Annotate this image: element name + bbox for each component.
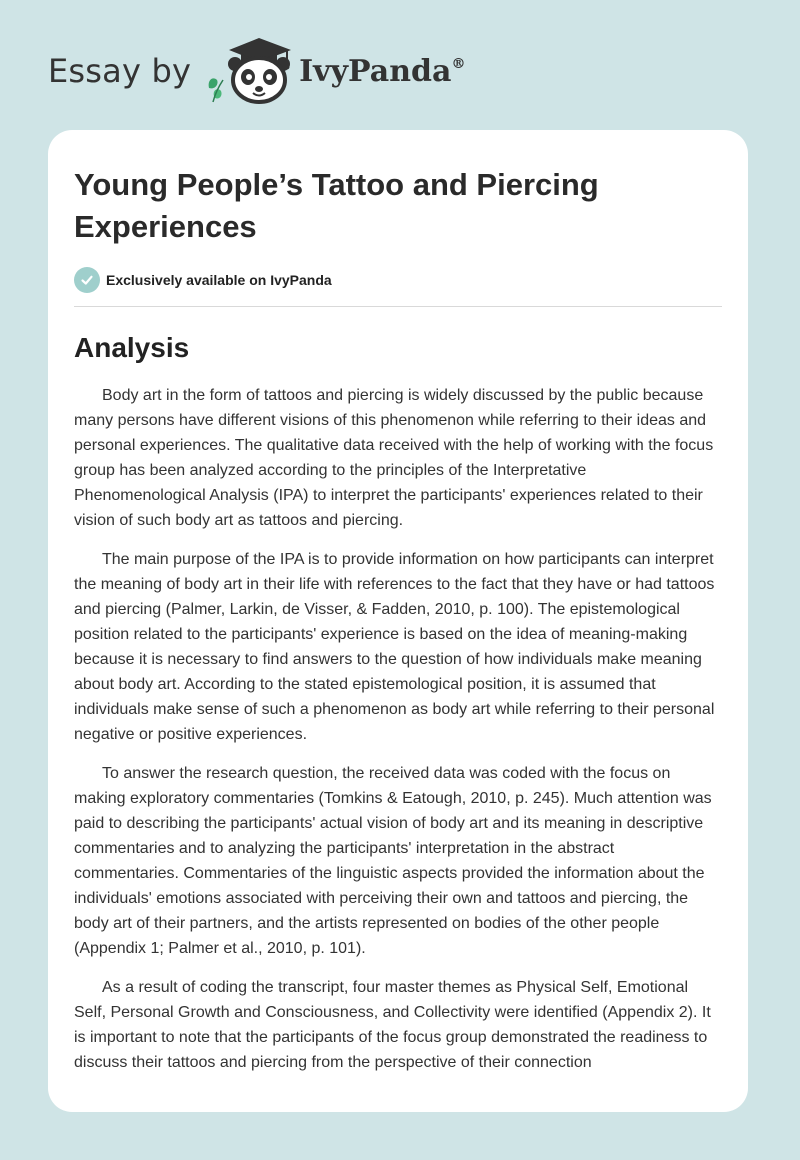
brand-prefix: Essay by <box>48 52 192 90</box>
registered-mark: ® <box>451 55 466 72</box>
ivy-leaf-icon <box>209 78 223 102</box>
article-body <box>74 383 722 1075</box>
article-card <box>48 130 748 1112</box>
exclusive-badge <box>74 266 722 294</box>
paragraph: To answer the research question, the received data was coded with the focus on making exploratory commentaries (Tomkins & Eatough, 2010, p. 245). Much attention was paid to describing the participants' actual vision of body art and its meaning in descriptive commentaries and to analyzing the participants' interpretation in the abstract commentaries. Commentaries of the linguistic aspects provided the information about the individuals' emotions associated with perceiving their own and tattoos and piercing, the body art of their partners, and the artists represented on bodies of the other people (Appendix 1; Palmer et al., 2010, p. 101). <box>74 765 712 957</box>
brand-header <box>48 36 465 106</box>
divider <box>74 306 722 307</box>
paragraph: As a result of coding the transcript, four master themes as Physical Self, Emotional Self, Personal Growth and Consciousness, and Collectivity were identified (Appendix 2). It is important to note that the participants of the focus group demonstrated the readiness to discuss their tattoos and piercing from the perspective of their connection <box>74 979 711 1071</box>
check-circle-icon <box>74 267 100 293</box>
paragraph: Body art in the form of tattoos and piercing is widely discussed by the public because many persons have different visions of this phenomenon while referring to their ideas and personal experiences. The qualitative data received with the help of working with the focus group has been analyzed according to the principles of the Interpretative Phenomenological Analysis (IPA) to interpret the participants' experiences related to their vision of such body art as tattoos and piercing. <box>74 387 714 529</box>
badge-label: Exclusively available on IvyPanda <box>106 272 332 288</box>
panda-graduate-logo-icon <box>201 36 297 106</box>
brand-name-text: IvyPanda <box>299 53 452 89</box>
brand-name <box>299 54 465 89</box>
section-heading: Analysis <box>74 332 190 363</box>
page-title: Young People’s Tattoo and Piercing Experiences <box>74 167 599 244</box>
paragraph: The main purpose of the IPA is to provide information on how participants can interpret the meaning of body art in their life with references to the fact that they have or had tattoos and piercing (Palmer, Larkin, de Visser, & Fadden, 2010, p. 100). The epistemological position related to the participants' experience is based on the idea of meaning-making because it is necessary to find answers to the question of how individuals make meaning about body art. According to the stated epistemological position, it is assumed that individuals make sense of such a phenomenon as body art while referring to their personal negative or positive experiences. <box>74 551 715 743</box>
